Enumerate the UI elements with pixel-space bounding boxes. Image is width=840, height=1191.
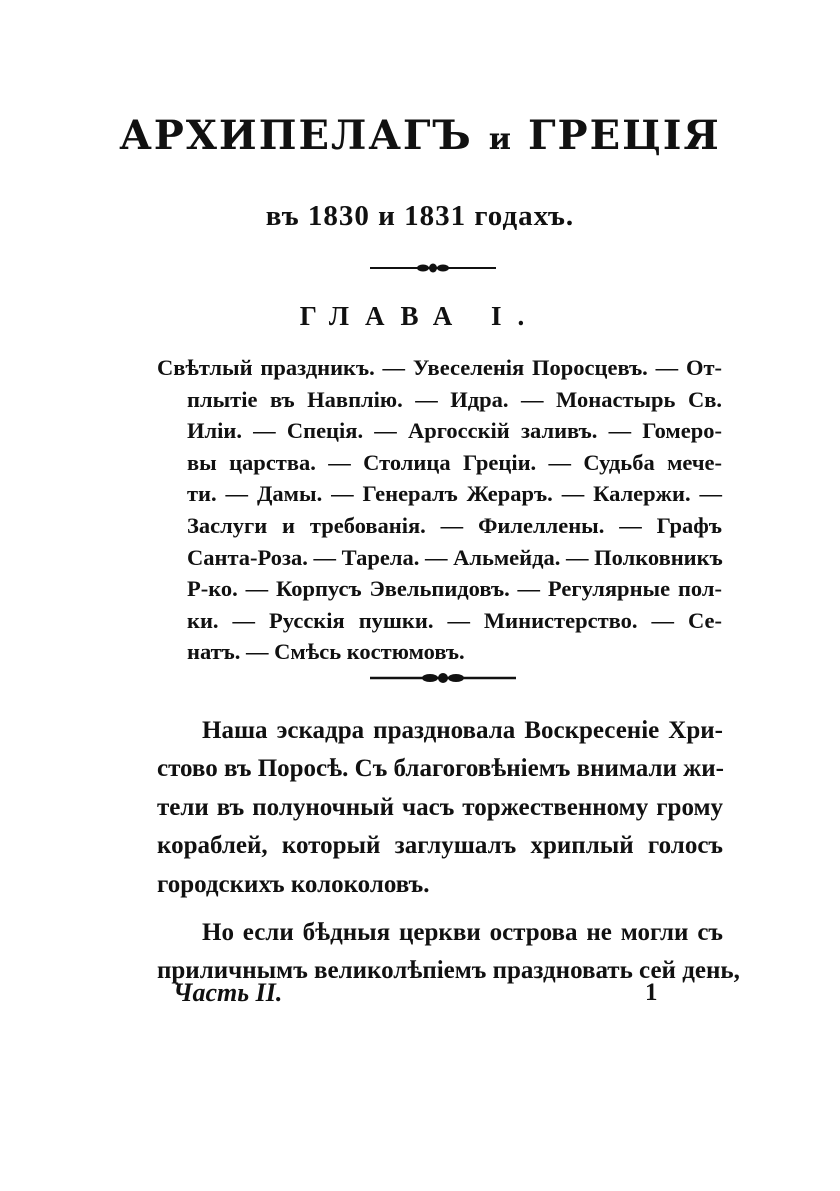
text-line: приличнымъ великолѣпіемъ праздновать сей день, [157, 957, 740, 985]
summary-line: Свѣтлый праздникъ. — Увеселенія Поросцевъ. — От- [157, 355, 722, 380]
signature-mark: 1 [645, 979, 658, 1006]
ornament-divider-bottom [370, 672, 516, 684]
title-part-greece: ГРЕЦІЯ [527, 112, 721, 159]
summary-line: натъ. — Смѣсь костюмовъ. [187, 639, 465, 665]
ornament-divider-top [370, 262, 496, 274]
chapter-summary [157, 352, 722, 668]
summary-line: Р-ко. — Корпусъ Эвельпидовъ. — Регулярные пол- [187, 576, 722, 602]
summary-line: ки. — Русскія пушки. — Министерство. — Се- [187, 607, 722, 633]
text-line: тели въ полуночный часъ торжественному грому [157, 793, 723, 821]
summary-line: Иліи. — Спеція. — Аргосскій заливъ. — Гомеро- [187, 418, 722, 444]
summary-line: Санта-Роза. — Тарела. — Альмейда. — Полковникъ [187, 544, 723, 570]
title-part-archipelago: АРХИПЕЛАГЪ [119, 112, 473, 159]
text-line: кораблей, который заглушалъ хриплый голосъ [157, 832, 723, 860]
title-conjunction: и [488, 122, 512, 157]
text-line: городскихъ колоколовъ. [157, 870, 430, 898]
book-title [0, 108, 840, 168]
text-line: Наша эскадра праздновала Воскресеніе Хри- [202, 717, 723, 744]
chapter-heading: ГЛАВА I. [299, 301, 541, 331]
paragraph-gap [157, 904, 723, 914]
main-text [157, 712, 740, 991]
summary-line: Заслуги и требованія. — Филеллены. — Графъ [187, 512, 722, 538]
signature-label: Часть II. [173, 978, 283, 1007]
book-subtitle: въ 1830 и 1831 годахъ. [265, 200, 575, 232]
summary-line: вы царства. — Столица Греціи. — Судьба мече- [187, 449, 722, 475]
summary-line: ти. — Дамы. — Генералъ Жераръ. — Калержи. — [187, 481, 722, 507]
text-line: Но если бѣдныя церкви острова не могли съ [202, 919, 723, 947]
summary-line: плытіе въ Навплію. — Идра. — Монастырь Св. [187, 386, 722, 412]
text-line: стово въ Поросѣ. Съ благоговѣніемъ внимали жи- [157, 755, 725, 783]
